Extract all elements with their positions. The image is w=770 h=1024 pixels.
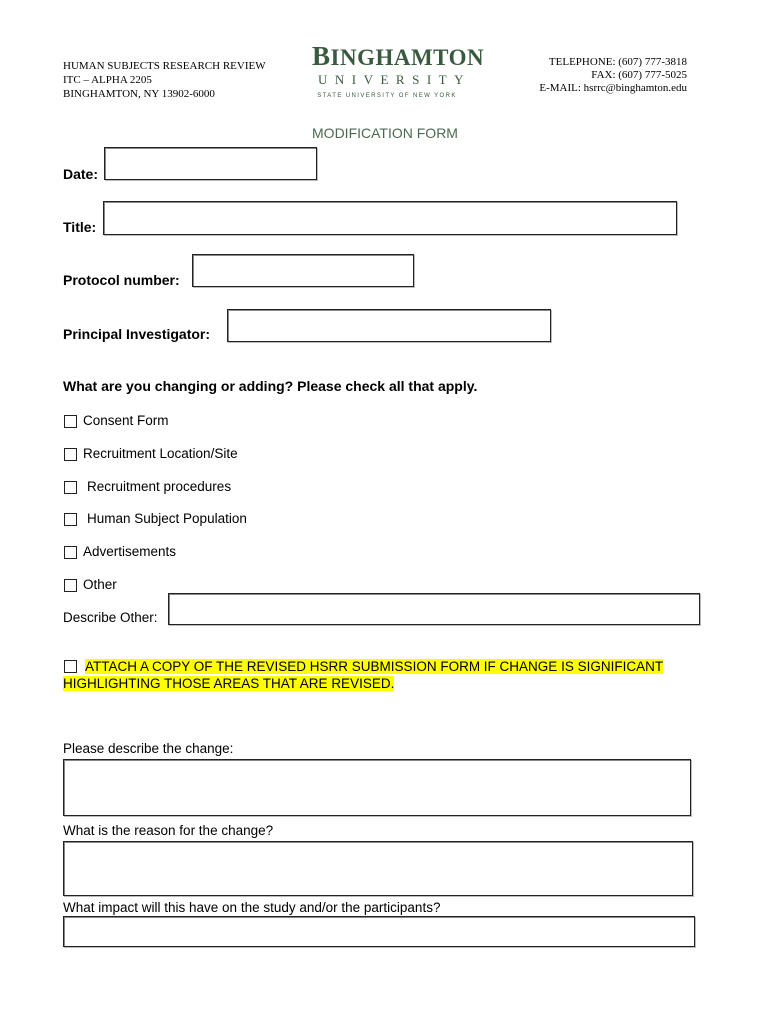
logo-tagline: STATE UNIVERSITY OF NEW YORK [317, 93, 457, 99]
principal-investigator-field[interactable] [227, 309, 551, 342]
human-subject-population-checkbox[interactable] [64, 513, 77, 526]
office-city: BINGHAMTON, NY 13902-6000 [63, 88, 215, 100]
change-question: What are you changing or adding? Please check all that apply. [63, 378, 478, 394]
title-field[interactable] [103, 201, 677, 235]
recruitment-procedures-checkbox[interactable] [64, 481, 77, 494]
impact-field[interactable] [63, 916, 695, 947]
office-name: HUMAN SUBJECTS RESEARCH REVIEW [63, 60, 266, 72]
advertisements-label: Advertisements [83, 544, 177, 559]
describe-change-field[interactable] [63, 759, 691, 816]
advertisements-checkbox[interactable] [64, 546, 77, 559]
date-field[interactable] [104, 147, 317, 180]
recruitment-location-label: Recruitment Location/Site [83, 446, 238, 461]
logo-university: UNIVERSITY [318, 72, 471, 87]
principal-investigator-label: Principal Investigator: [63, 326, 211, 342]
reason-label: What is the reason for the change? [63, 823, 274, 838]
telephone: TELEPHONE: (607) 777-3818 [548, 56, 687, 68]
logo-wordmark: BINGHAMTON [312, 41, 485, 71]
attach-note [63, 658, 693, 692]
form-title: MODIFICATION FORM [312, 125, 458, 141]
recruitment-procedures-label: Recruitment procedures [87, 479, 232, 494]
email: E-MAIL: hsrrc@binghamton.edu [539, 82, 687, 94]
protocol-number-field[interactable] [192, 254, 414, 287]
university-logo [312, 41, 485, 99]
recruitment-location-checkbox[interactable] [64, 448, 77, 461]
office-room: ITC – ALPHA 2205 [63, 74, 152, 86]
reason-field[interactable] [63, 841, 693, 896]
impact-label: What impact will this have on the study and/or the participants? [63, 900, 441, 915]
consent-form-checkbox[interactable] [64, 415, 77, 428]
office-address [63, 59, 266, 101]
describe-change-label: Please describe the change: [63, 741, 234, 756]
contact-info [500, 56, 687, 95]
fax: FAX: (607) 777-5025 [591, 69, 687, 81]
protocol-number-label: Protocol number: [63, 272, 180, 288]
human-subject-population-label: Human Subject Population [87, 511, 247, 526]
title-label: Title: [63, 219, 97, 235]
describe-other-field[interactable] [168, 593, 700, 625]
attach-note-text: ATTACH A COPY OF THE REVISED HSRR SUBMISSION FORM IF CHANGE IS SIGNIFICANT HIGHLIGHTING THOSE AREAS THAT ARE REVISED. [63, 659, 664, 691]
other-label: Other [83, 577, 117, 592]
date-label: Date: [63, 166, 99, 182]
describe-other-label: Describe Other: [63, 610, 158, 625]
consent-form-label: Consent Form [83, 413, 169, 428]
other-checkbox[interactable] [64, 579, 77, 592]
